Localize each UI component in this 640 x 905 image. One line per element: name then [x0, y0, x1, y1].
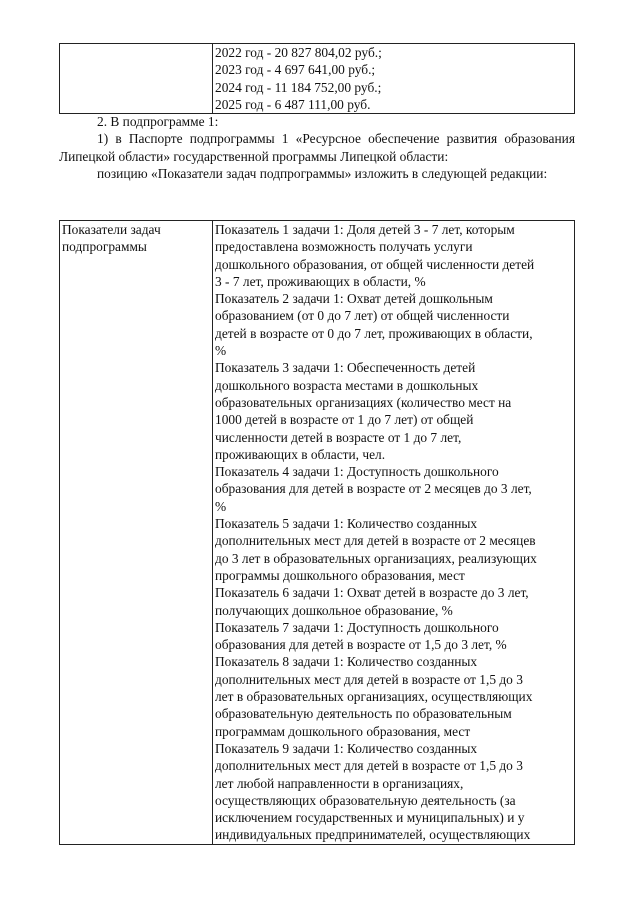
indicator-line: 1000 детей в возрасте от 1 до 7 лет) от общей [215, 412, 474, 428]
indicator-line: Показатель 5 задачи 1: Количество созданных [215, 516, 478, 532]
indicator-line: индивидуальных предпринимателей, осуществляющих [215, 827, 531, 843]
indicator-line: Показатель 8 задачи 1: Количество созданных [215, 654, 478, 670]
indicator-line: дополнительных мест для детей в возрасте от 1,5 до 3 [215, 671, 523, 687]
indicator-line: программы дошкольного образования, мест [215, 567, 465, 583]
indicator-line: Показатель 9 задачи 1: Количество созданных [215, 740, 478, 756]
indicator-line: исключением государственных и муниципальных) и у [215, 810, 525, 826]
indicator-line: лет в образовательных организациях, осуществляющих [215, 689, 533, 705]
indicator-line: образования для детей в возрасте от 1,5 до 3 лет, % [215, 637, 507, 653]
funding-line: 2024 год - 11 184 752,00 руб.; [215, 79, 382, 95]
indicator-line: до 3 лет в образовательных организациях, реализующих [215, 550, 537, 566]
indicator-line: 3 - 7 лет, проживающих в области, % [215, 273, 426, 289]
indicator-line: дополнительных мест для детей в возрасте от 1,5 до 3 [215, 758, 523, 774]
indicator-line: дошкольного возраста местами в дошкольных [215, 377, 479, 393]
indicators-table [59, 220, 575, 845]
amendment-item-1: 1) в Паспорте подпрограммы 1 «Ресурсное обеспечение развития образования Липецкой области» государственной программы Липецкой области: [59, 131, 575, 164]
indicator-line: лет любой направленности в организациях, [215, 775, 464, 791]
indicator-line: Показатель 2 задачи 1: Охват детей дошкольным [215, 291, 493, 307]
indicator-line: образовательную деятельность по образовательным [215, 706, 512, 722]
indicator-line: Показатель 1 задачи 1: Доля детей 3 - 7 лет, которым [215, 222, 515, 237]
indicator-line: образовательных организациях (количество мест на [215, 394, 512, 410]
indicator-line: Показатель 3 задачи 1: Обеспеченность детей [215, 360, 476, 376]
funding-line: 2025 год - 6 487 111,00 руб. [215, 96, 371, 112]
indicator-line: Показатель 6 задачи 1: Охват детей в возрасте до 3 лет, [215, 585, 529, 601]
indicators-list-cell [213, 221, 575, 845]
indicator-line: образованием (от 0 до 7 лет) от общей численности [215, 308, 510, 324]
indicator-line: численности детей в возрасте от 1 до 7 лет, [215, 429, 462, 445]
section-heading: 2. В подпрограмме 1: [97, 114, 219, 129]
header-label: подпрограммы [62, 239, 147, 255]
indicator-line: дополнительных мест для детей в возрасте от 2 месяцев [215, 533, 536, 549]
indicator-line: Показатель 4 задачи 1: Доступность дошкольного [215, 464, 499, 480]
indicator-line: проживающих в области, чел. [215, 446, 386, 462]
indicator-line: предоставлена возможность получать услуги [215, 239, 473, 255]
amendment-text [59, 113, 575, 182]
indicator-line: дошкольного образования, от общей численности детей [215, 256, 535, 272]
indicator-line: % [215, 343, 227, 359]
funding-amounts-cell [213, 44, 575, 114]
table-cell-empty [60, 44, 213, 114]
indicator-line: детей в возрасте от 0 до 7 лет, проживающих в области, [215, 325, 533, 341]
funding-line: 2023 год - 4 697 641,00 руб.; [215, 62, 376, 78]
indicator-line: получающих дошкольное образование, % [215, 602, 453, 618]
indicator-line: программам дошкольного образования, мест [215, 723, 471, 739]
indicator-line: образования для детей в возрасте от 2 месяцев до 3 лет, [215, 481, 532, 497]
header-label: Показатели задач [62, 222, 161, 237]
indicator-line: осуществляющих образовательную деятельность (за [215, 792, 516, 808]
funding-amounts-table [59, 43, 575, 114]
indicator-line: % [215, 498, 227, 514]
funding-line: 2022 год - 20 827 804,02 руб.; [215, 45, 382, 60]
indicator-line: Показатель 7 задачи 1: Доступность дошкольного [215, 619, 499, 635]
amendment-item-2: позицию «Показатели задач подпрограммы» изложить в следующей редакции: [97, 165, 548, 181]
table-row [60, 44, 575, 114]
indicators-header-cell [60, 221, 213, 845]
table-row [60, 221, 575, 845]
